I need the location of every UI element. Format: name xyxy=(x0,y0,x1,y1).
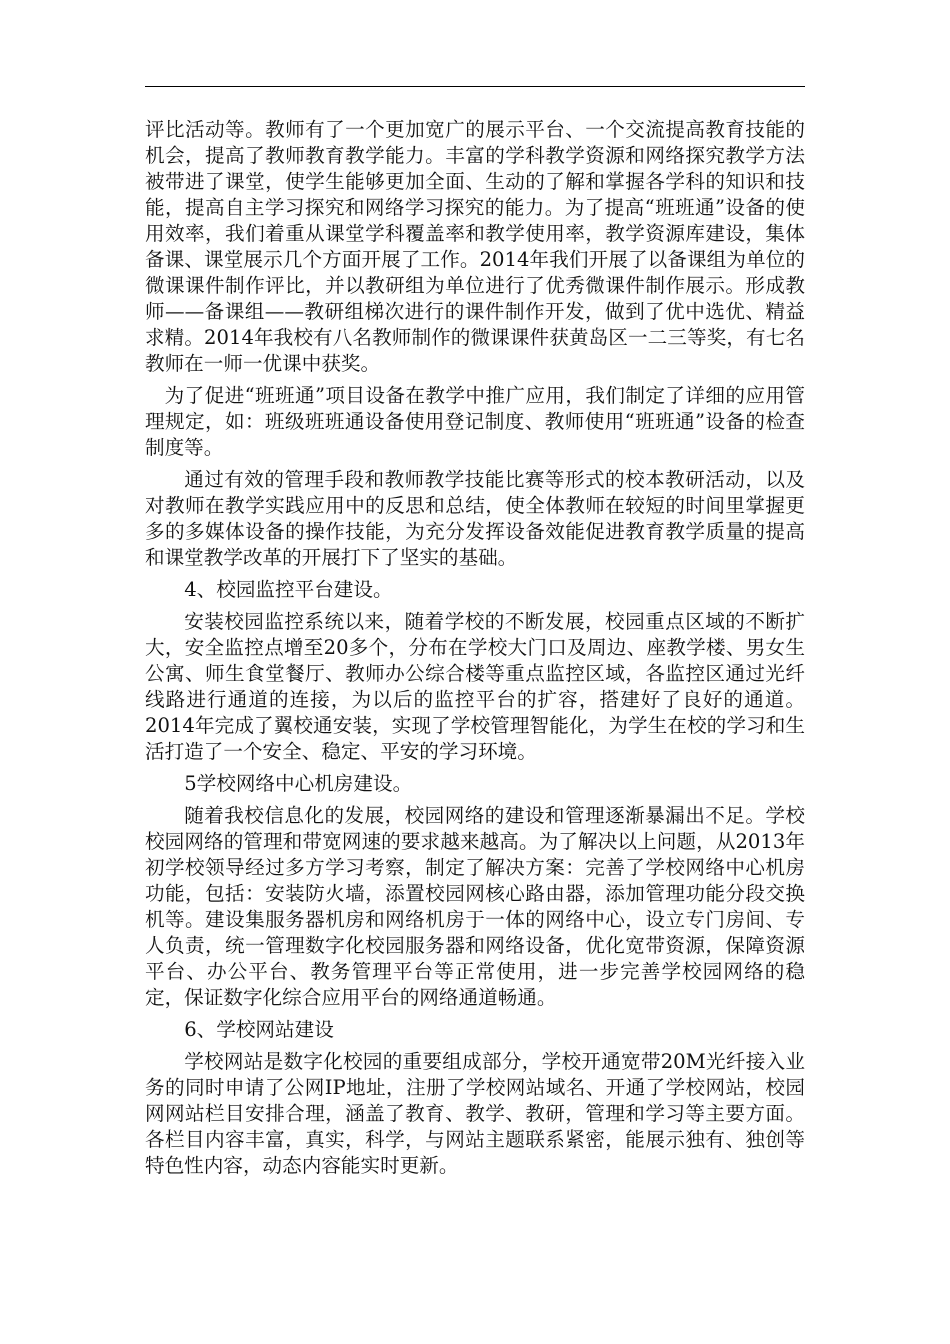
paragraph-website: 学校网站是数字化校园的重要组成部分，学校开通宽带20M光纤接入业务的同时申请了公网IP地址，注册了学校网站域名、开通了学校网站，校园网网站栏目安排合理，涵盖了教育、教学、教研，管理和学习等主要方面。各栏目内容丰富，真实，科学，与网站主题联系紧密，能展示独有、独创等特色性内容，动态内容能实时更新。 xyxy=(145,1050,805,1177)
header-rule xyxy=(145,86,805,87)
document-body xyxy=(145,117,805,1185)
paragraph-monitoring: 安装校园监控系统以来，随着学校的不断发展，校园重点区域的不断扩大，安全监控点增至20多个，分布在学校大门口及周边、座教学楼、男女生公寓、师生食堂餐厅、教师办公综合楼等重点监控区域，各监控区通过光纤线路进行通道的连接，为以后的监控平台的扩容，搭建好了良好的通道。2014年完成了翼校通安装，实现了学校管理智能化，为学生在校的学习和生活打造了一个安全、稳定、平安的学习环境。 xyxy=(145,610,805,763)
paragraph-teacher-skills: 通过有效的管理手段和教师教学技能比赛等形式的校本教研活动，以及对教师在教学实践应用中的反思和总结，使全体教师在较短的时间里掌握更多的多媒体设备的操作技能，为充分发挥设备效能促进教育教学质量的提高和课堂教学改革的开展打下了坚实的基础。 xyxy=(145,468,805,569)
paragraph-network-center: 随着我校信息化的发展，校园网络的建设和管理逐渐暴漏出不足。学校校园网络的管理和带宽网速的要求越来越高。为了解决以上问题，从2013年初学校领导经过多方学习考察，制定了解决方案：完善了学校网络中心机房功能，包括：安装防火墙，添置校园网核心路由器，添加管理功能分段交换机等。建设集服务器机房和网络机房于一体的网络中心，设立专门房间、专人负责，统一管理数字化校园服务器和网络设备，优化宽带资源，保障资源平台、办公平台、教务管理平台等正常使用，进一步完善学校园网络的稳定，保证数字化综合应用平台的网络通道畅通。 xyxy=(145,804,805,1009)
section-heading-website: 6、学校网站建设 xyxy=(184,1018,334,1041)
paragraph-evaluation-activities: 评比活动等。教师有了一个更加宽广的展示平台、一个交流提高教育技能的机会，提高了教师教育教学能力。丰富的学科教学资源和网络探究教学方法被带进了课堂，使学生能够更加全面、生动的了解和掌握各学科的知识和技能，提高自主学习探究和网络学习探究的能力。为了提高“班班通”设备的使用效率，我们着重从课堂学科覆盖率和教学使用率，教学资源库建设，集体备课、课堂展示几个方面开展了工作。2014年我们开展了以备课组为单位的微课课件制作评比，并以教研组为单位进行了优秀微课件制作展示。形成教师——备课组——教研组梯次进行的课件制作开发，做到了优中选优、精益求精。2014年我校有八名教师制作的微课课件获黄岛区一二三等奖，有七名教师在一师一优课中获奖。 xyxy=(145,118,805,375)
section-heading-monitoring: 4、校园监控平台建设。 xyxy=(184,578,393,601)
section-heading-network-center: 5学校网络中心机房建设。 xyxy=(184,772,413,795)
paragraph-management-rules: 为了促进“班班通”项目设备在教学中推广应用，我们制定了详细的应用管理规定，如：班级班班通设备使用登记制度、教师使用“班班通”设备的检查制度等。 xyxy=(145,384,805,459)
